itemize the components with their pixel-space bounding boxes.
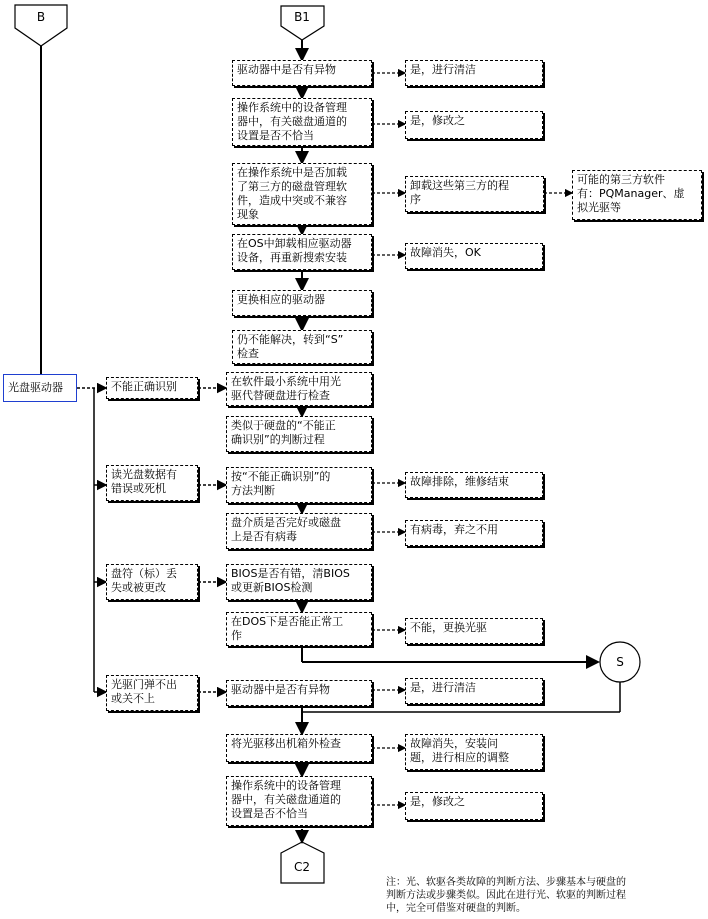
step-min-system: 在软件最小系统中用光 驱代替硬盘进行检查 bbox=[226, 372, 372, 406]
connector-c2-label: C2 bbox=[293, 860, 310, 874]
step-method: 按“不能正确识别”的 方法判断 bbox=[226, 467, 372, 503]
result-uninstall: 卸载这些第三方的程 序 bbox=[405, 176, 544, 212]
branch-tray: 光驱门弹不出 或关不上 bbox=[106, 675, 198, 711]
branch-read-error: 读光盘数据有 错误或死机 bbox=[106, 465, 198, 501]
result-clean-2: 是，进行清洁 bbox=[405, 678, 543, 704]
result-ok: 故障消失，OK bbox=[405, 243, 543, 269]
branch-not-recognized: 不能正确识别 bbox=[106, 377, 198, 399]
branch-drive-letter: 盘符（标）丢 失或被更改 bbox=[106, 564, 198, 600]
step-device-manager-2: 操作系统中的设备管理 器中，有关磁盘通道的 设置是否不恰当 bbox=[226, 776, 372, 826]
step-outside-case: 将光驱移出机箱外检查 bbox=[226, 734, 372, 762]
result-clean-1: 是，进行清洁 bbox=[405, 60, 543, 86]
step-reinstall-driver: 在OS中卸载相应驱动器 设备，再重新搜索安装 bbox=[232, 234, 372, 270]
footnote: 注：光、软驱各类故障的判断方法、步骤基本与硬盘的 判断方法或步骤类似。因此在进行光、软驱的判断过程 中，完全可借鉴对硬盘的判断。 bbox=[386, 877, 626, 914]
optical-drive-box: 光盘驱动器 bbox=[3, 374, 77, 402]
step-foreign-object-2: 驱动器中是否有异物 bbox=[226, 680, 372, 706]
connector-b1-label: B1 bbox=[294, 10, 310, 24]
step-goto-s: 仍不能解决，转到“S” 检查 bbox=[232, 330, 372, 364]
step-bios: BIOS是否有错，清BIOS 或更新BIOS检测 bbox=[226, 564, 372, 600]
result-modify-1: 是，修改之 bbox=[405, 111, 543, 139]
step-third-party-software: 在操作系统中是否加载 了第三方的磁盘管理软 件，造成中突或不兼容 现象 bbox=[232, 163, 372, 225]
step-device-manager-1: 操作系统中的设备管理 器中，有关磁盘通道的 设置是否不恰当 bbox=[232, 98, 372, 146]
result-virus: 有病毒，弃之不用 bbox=[405, 520, 543, 546]
result-software-list: 可能的第三方软件 有：PQManager、虚 拟光驱等 bbox=[572, 170, 702, 220]
step-like-hdd: 类似于硬盘的“不能正 确识别”的判断过程 bbox=[226, 416, 372, 452]
connector-b-label: B bbox=[36, 10, 46, 24]
result-replace-drive: 不能，更换光驱 bbox=[405, 618, 543, 644]
step-dos: 在DOS下是否能正常工 作 bbox=[226, 612, 372, 646]
result-install-adjust: 故障消失，安装问 题，进行相应的调整 bbox=[405, 734, 543, 770]
step-foreign-object-1: 驱动器中是否有异物 bbox=[232, 60, 372, 86]
result-repair-done: 故障排除，维修结束 bbox=[405, 472, 543, 498]
connector-s-label: S bbox=[616, 655, 624, 669]
result-modify-2: 是，修改之 bbox=[405, 792, 543, 820]
step-media-virus: 盘介质是否完好或磁盘 上是否有病毒 bbox=[226, 513, 372, 549]
step-replace-driver: 更换相应的驱动器 bbox=[232, 290, 372, 316]
